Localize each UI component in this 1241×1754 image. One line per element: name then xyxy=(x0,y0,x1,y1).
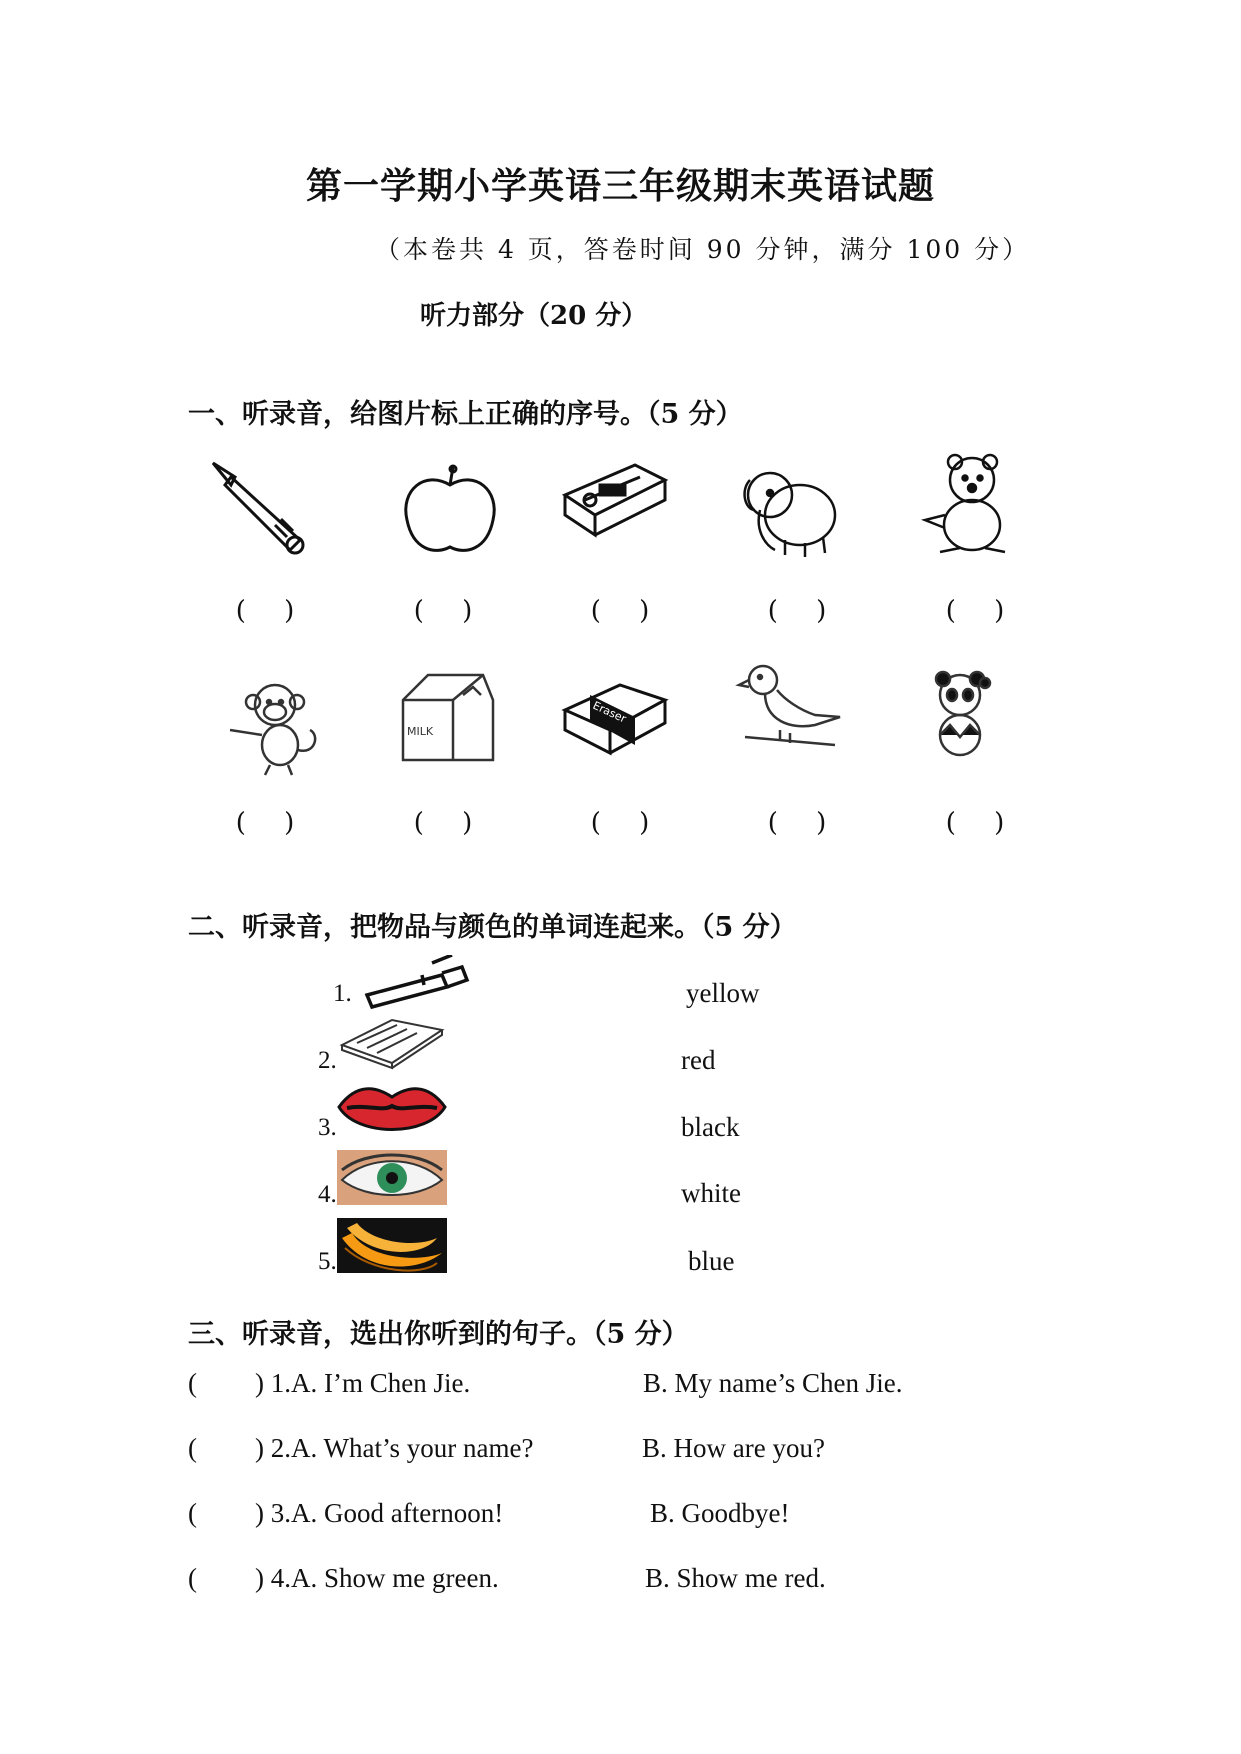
answer-blank[interactable]: ( ) xyxy=(413,596,473,626)
exam-info: （本卷共 4 页，答卷时间 90 分钟，满分 100 分） xyxy=(375,235,1031,264)
item-number: 4. xyxy=(318,1181,337,1208)
bananas-icon xyxy=(337,1218,447,1273)
eraser-icon xyxy=(560,665,670,775)
notebook-icon xyxy=(337,1015,447,1070)
color-word[interactable]: white xyxy=(681,1178,741,1208)
monkey-icon xyxy=(220,670,330,780)
item-number: 5. xyxy=(318,1248,337,1275)
bear-icon xyxy=(910,450,1020,560)
answer-blank[interactable]: ( ) xyxy=(590,808,650,838)
answer-blank[interactable]: ( ) xyxy=(767,596,827,626)
pen-icon xyxy=(205,455,315,565)
color-word[interactable]: red xyxy=(681,1045,716,1075)
question-option-a[interactable]: ) 2.A. What’s your name? xyxy=(255,1433,534,1463)
answer-blank-open[interactable]: ( xyxy=(188,1433,197,1463)
listening-header: 听力部分（20 分） xyxy=(420,301,648,331)
question-option-a[interactable]: ) 4.A. Show me green. xyxy=(255,1563,499,1593)
question-option-b[interactable]: B. Goodbye! xyxy=(650,1498,790,1528)
section1-heading: 一、听录音，给图片标上正确的序号。（5 分） xyxy=(188,399,743,430)
question-option-a[interactable]: ) 3.A. Good afternoon! xyxy=(255,1498,504,1528)
item-number: 3. xyxy=(318,1114,337,1141)
milk-carton-icon xyxy=(393,665,503,775)
marker-icon xyxy=(362,955,472,1010)
answer-blank-open[interactable]: ( xyxy=(188,1368,197,1398)
color-word[interactable]: yellow xyxy=(686,978,760,1008)
question-option-b[interactable]: B. Show me red. xyxy=(645,1563,826,1593)
pencil-box-icon xyxy=(560,445,670,555)
question-option-b[interactable]: B. How are you? xyxy=(642,1433,825,1463)
milk-label: MILK xyxy=(407,725,434,738)
answer-blank-open[interactable]: ( xyxy=(188,1498,197,1528)
answer-blank[interactable]: ( ) xyxy=(235,596,295,626)
answer-blank[interactable]: ( ) xyxy=(945,596,1005,626)
page-title: 第一学期小学英语三年级期末英语试题 xyxy=(305,165,935,207)
item-number: 1. xyxy=(333,980,352,1007)
eraser-label: Eraser xyxy=(590,698,629,726)
answer-blank[interactable]: ( ) xyxy=(413,808,473,838)
item-number: 2. xyxy=(318,1047,337,1074)
panda-icon xyxy=(910,665,1020,775)
question-option-a[interactable]: ) 1.A. I’m Chen Jie. xyxy=(255,1368,471,1398)
answer-blank[interactable]: ( ) xyxy=(235,808,295,838)
section2-heading: 二、听录音，把物品与颜色的单词连起来。（5 分） xyxy=(188,912,797,943)
apple-icon xyxy=(395,455,505,565)
bird-icon xyxy=(735,655,845,765)
elephant-icon xyxy=(735,455,845,565)
answer-blank-open[interactable]: ( xyxy=(188,1563,197,1593)
answer-blank[interactable]: ( ) xyxy=(767,808,827,838)
section3-heading: 三、听录音，选出你听到的句子。（5 分） xyxy=(188,1319,689,1350)
question-option-b[interactable]: B. My name’s Chen Jie. xyxy=(643,1368,903,1398)
answer-blank[interactable]: ( ) xyxy=(945,808,1005,838)
eye-icon xyxy=(337,1150,447,1205)
color-word[interactable]: blue xyxy=(688,1246,735,1276)
color-word[interactable]: black xyxy=(681,1112,740,1142)
lips-icon xyxy=(337,1082,447,1137)
answer-blank[interactable]: ( ) xyxy=(590,596,650,626)
